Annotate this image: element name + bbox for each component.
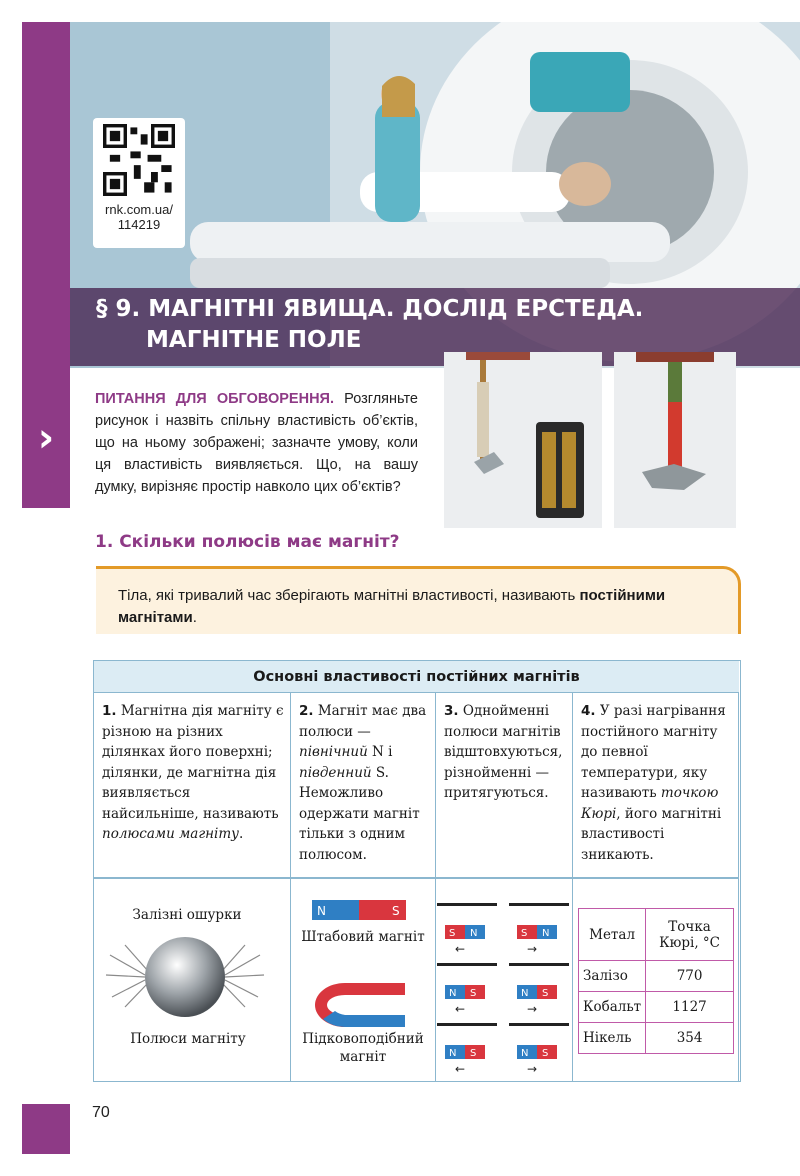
table-row <box>579 1023 734 1054</box>
title-line-2: МАГНІТНЕ ПОЛЕ <box>146 327 362 353</box>
hanger-bar <box>509 903 569 906</box>
property-2-end: S. Неможливо одержати магніт тільки з одним полюсом. <box>299 764 420 863</box>
curie-metal: Кобальт <box>579 992 646 1023</box>
discussion-lead: ПИТАННЯ ДЛЯ ОБГОВОРЕННЯ. <box>95 391 334 407</box>
title-line-1: § 9. МАГНІТНІ ЯВИЩА. ДОСЛІД ЕРСТЕДА. <box>96 296 644 322</box>
property-4-end: , його магнітні властивості зникають. <box>581 805 722 863</box>
property-2-north: північний <box>299 744 368 760</box>
qr-link-line1[interactable]: rnk.com.ua/ <box>105 202 173 217</box>
property-1-num: 1. <box>102 703 117 719</box>
arrow-left-icon: ← <box>455 1062 466 1073</box>
curie-value: 1127 <box>646 992 734 1023</box>
property-1-body: Магнітна дія магніту є різною на різних ділянках його поверхні; ділянки, де магнітна дія виявляється найсильніше, називають <box>102 703 284 822</box>
property-4-term: точкою Кюрі <box>581 785 719 822</box>
property-2-text <box>299 701 431 865</box>
caption-bar-magnet: Штабовий магніт <box>301 929 425 945</box>
curie-value: 354 <box>646 1023 734 1054</box>
property-2-south: південний <box>299 764 372 781</box>
caption-horseshoe-magnet: Підковоподібний магніт <box>302 1031 424 1065</box>
curie-header-row <box>579 909 734 961</box>
property-2-mid: N і <box>367 744 393 760</box>
magnet-pole-label: S <box>470 988 477 999</box>
magnet-pole-label: S <box>542 1048 549 1059</box>
qr-code[interactable] <box>103 124 175 196</box>
horseshoe-magnet-icon <box>305 975 409 1031</box>
hanger-bar <box>437 963 497 966</box>
property-3-text <box>444 701 568 804</box>
property-3-body: Однойменні полюси магнітів відштовхуються, різнойменні — притягуються. <box>444 703 563 801</box>
curie-value: 770 <box>646 961 734 992</box>
magnet-pole-label: S <box>470 1048 477 1059</box>
magnet-pole-label: N <box>449 988 457 999</box>
footer-accent-bar <box>22 1104 70 1154</box>
hanger-bar <box>437 1023 497 1026</box>
definition-end: . <box>192 609 197 626</box>
curie-header-metal: Метал <box>579 909 646 961</box>
arrow-left-icon: ← <box>455 1002 466 1016</box>
bar-magnet-s-label: S <box>392 904 400 918</box>
magnet-pole-label: N <box>542 928 550 939</box>
property-4-body: У разі нагрівання постійного магніту до певної температури, яку називають <box>581 703 726 801</box>
table-title: Основні властивості постійних магнітів <box>94 661 739 693</box>
magnet-pole-label: S <box>542 988 549 999</box>
magnet-pole-label: N <box>521 988 529 999</box>
magnet-nails-photo <box>614 352 736 528</box>
chevron-right-icon: › <box>22 368 70 508</box>
hanger-bar <box>509 963 569 966</box>
definition-term: постійними магнітами <box>118 587 666 626</box>
arrow-left-icon: ← <box>455 942 466 956</box>
bar-magnet-icon <box>312 900 406 922</box>
property-1-text <box>102 701 284 845</box>
arrow-right-icon: → <box>527 942 538 956</box>
discussion-text <box>95 388 418 498</box>
table-divider <box>94 877 739 879</box>
discussion-body: Розгляньте рисунок і назвіть спільну властивість об’єктів, що на ньому зображені; зазначте умову, коли ця властивість виявляється. Що, на вашу думку, вирізняє простір навколо цих об’єктів? <box>95 391 418 495</box>
hanger-bar <box>437 903 497 906</box>
property-1-term: полюсами магніту <box>102 826 239 842</box>
bar-magnet-n-label: N <box>317 904 326 918</box>
property-1-end: . <box>239 826 244 842</box>
magnet-pole-label: N <box>470 928 478 939</box>
property-4-text <box>581 701 731 865</box>
section-heading: 1. Скільки полюсів має магніт? <box>95 532 400 552</box>
caption-magnet-poles: Полюси магніту <box>130 1031 246 1047</box>
arrow-right-icon: → <box>527 1062 538 1073</box>
page-number: 70 <box>92 1104 110 1121</box>
magnet-pole-label: N <box>449 1048 457 1059</box>
magnet-pole-label: N <box>521 1048 529 1059</box>
curie-metal: Залізо <box>579 961 646 992</box>
caption-iron-filings: Залізні ошурки <box>132 907 242 923</box>
magnet-pole-label: S <box>449 928 456 939</box>
qr-card[interactable] <box>93 118 185 248</box>
property-2-body: Магніт має два полюси — <box>299 703 427 740</box>
table-row <box>579 961 734 992</box>
curie-header-point: Точка Кюрі, °С <box>646 909 734 961</box>
table-row <box>579 992 734 1023</box>
hanger-bar <box>509 1023 569 1026</box>
property-2-num: 2. <box>299 703 314 719</box>
property-4-num: 4. <box>581 703 596 719</box>
magnet-interaction-diagram <box>437 895 573 1073</box>
definition-text: Тіла, які тривалий час зберігають магнітні властивості, називають <box>118 587 580 604</box>
page-title <box>96 294 786 356</box>
definition-box <box>96 566 741 634</box>
qr-link-line2[interactable]: 114219 <box>117 217 161 232</box>
magnet-sphere-filings-illustration <box>100 925 270 1025</box>
curie-point-table <box>578 908 734 1054</box>
curie-metal: Нікель <box>579 1023 646 1054</box>
side-accent-bar <box>22 22 70 368</box>
property-3-num: 3. <box>444 703 459 719</box>
magnet-pole-label: S <box>521 928 528 939</box>
arrow-right-icon: → <box>527 1002 538 1016</box>
battery-nails-photo <box>444 352 602 528</box>
